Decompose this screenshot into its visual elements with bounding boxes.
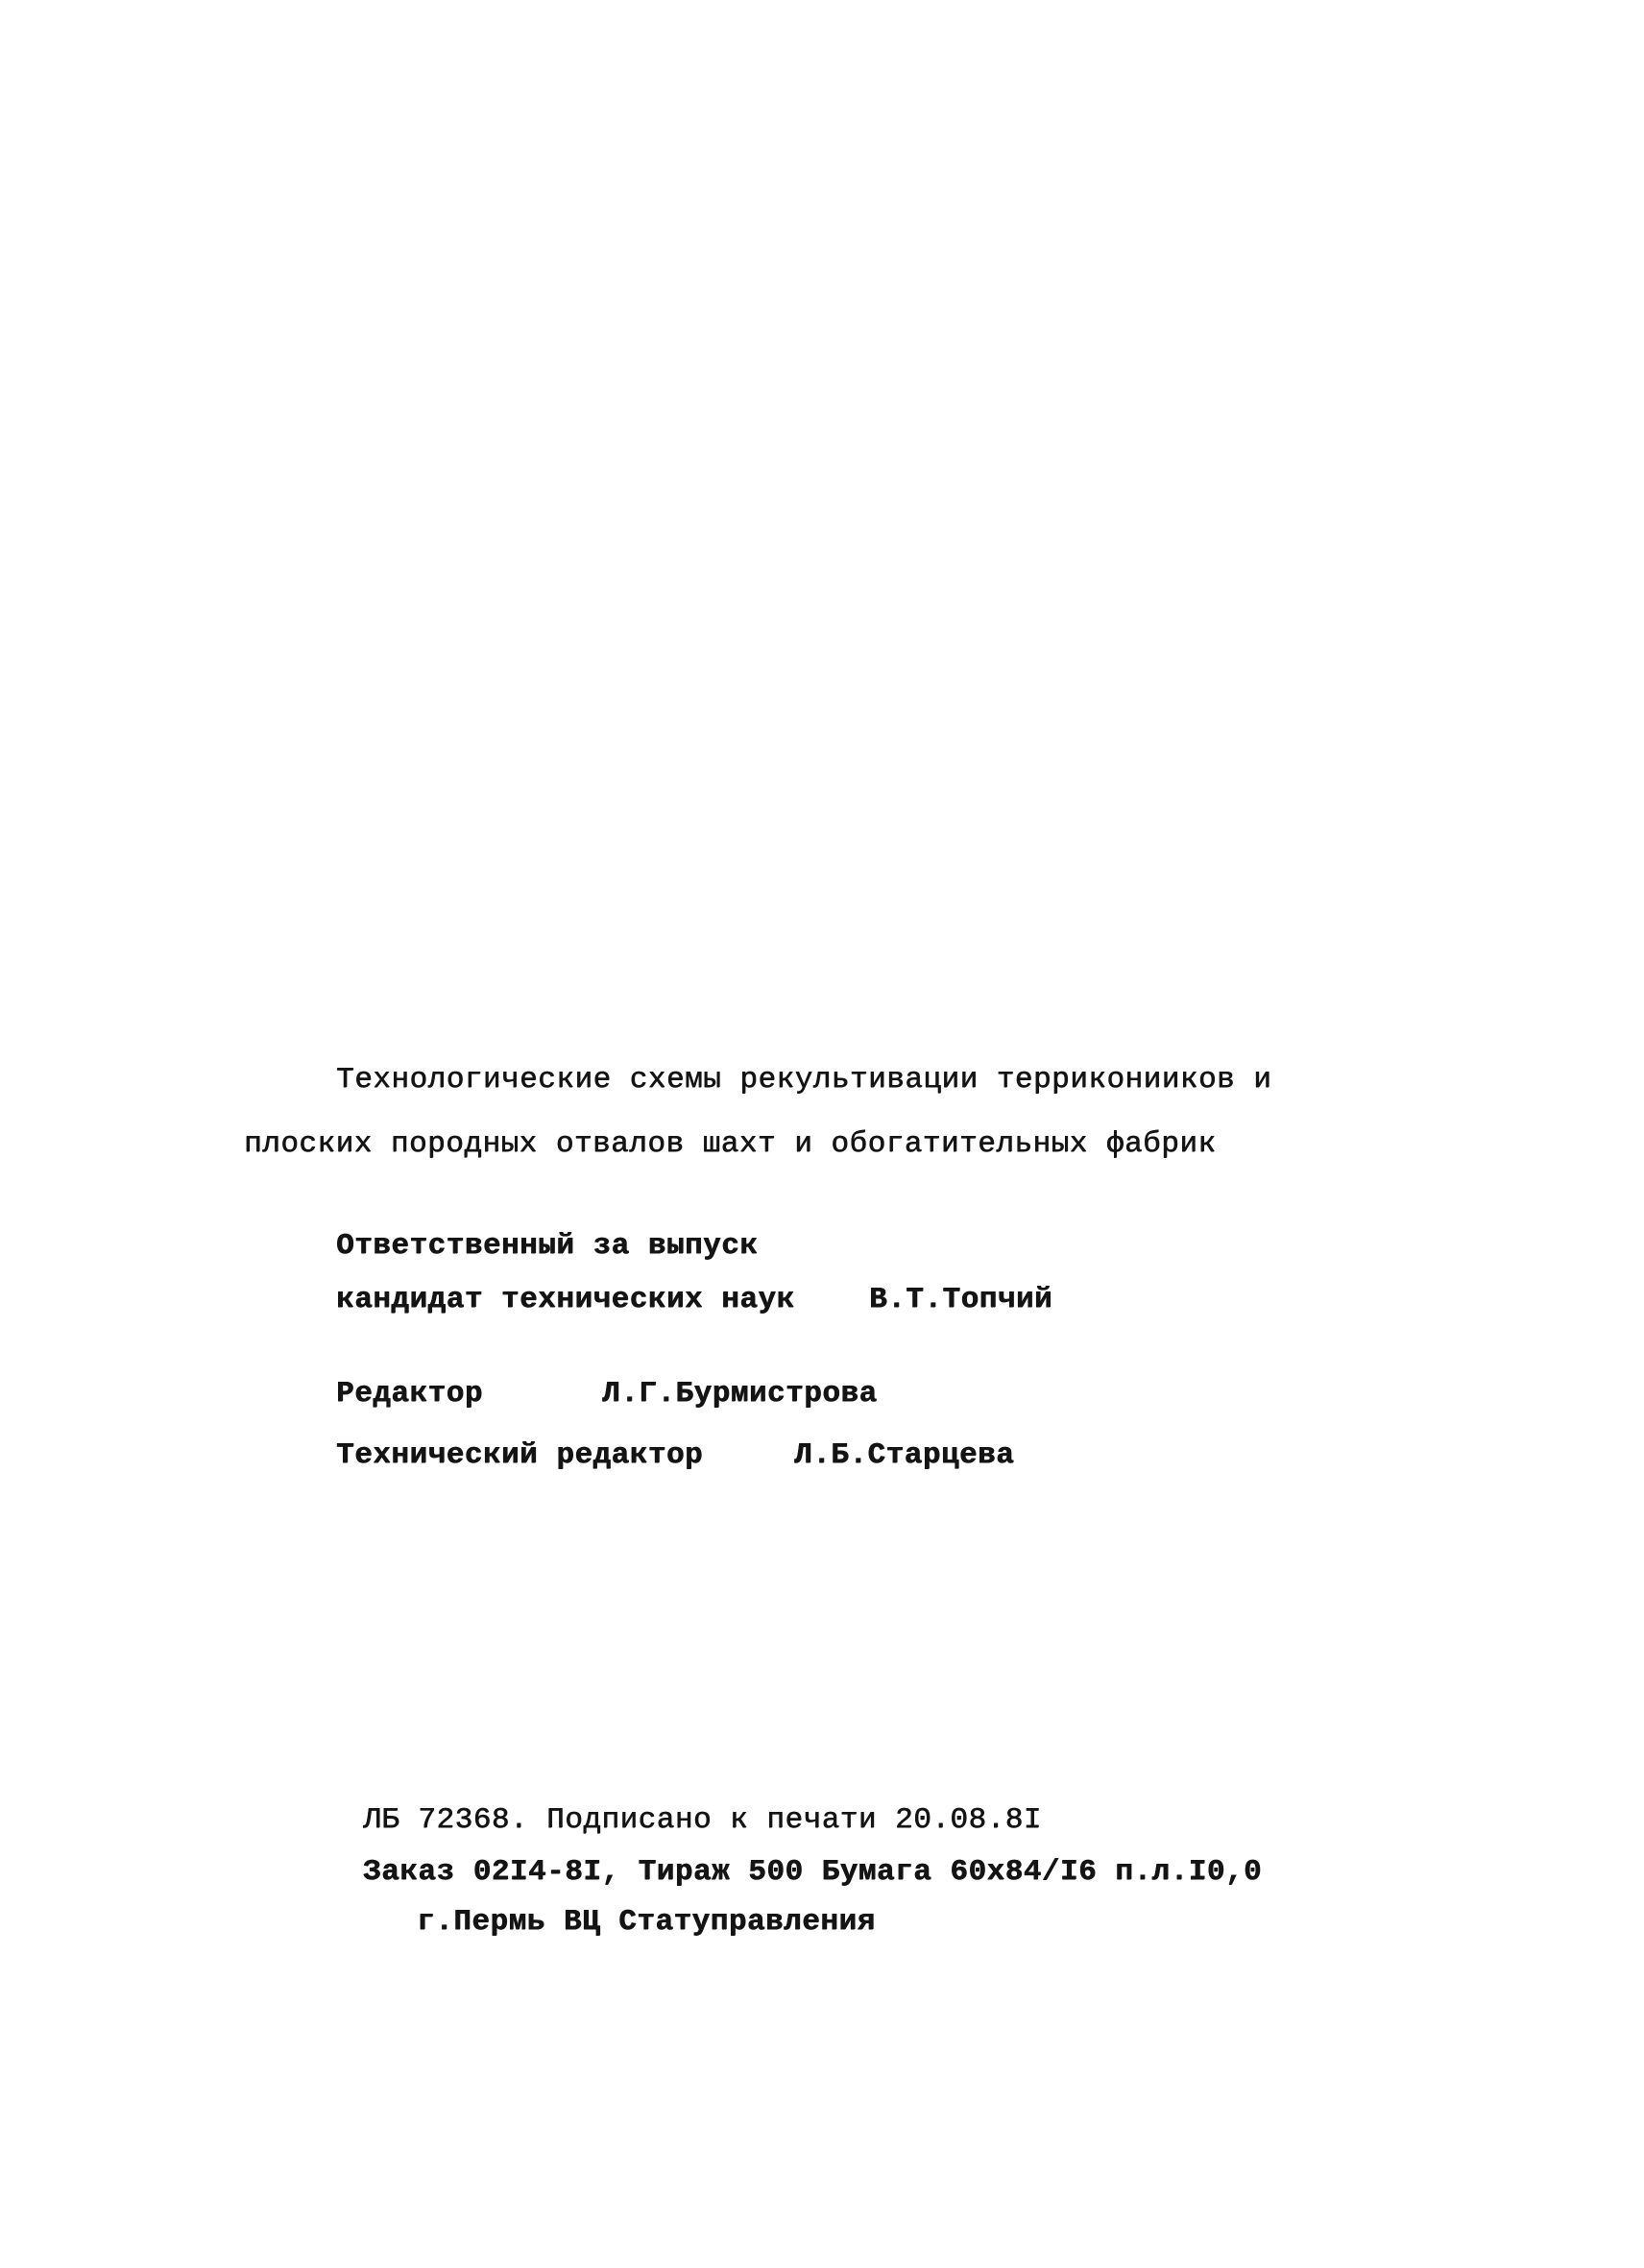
- imprint-line-3: г.Пермь ВЦ Статуправления: [417, 1905, 876, 1939]
- imprint-line-2: Заказ 02I4-8I, Тираж 500 Бумага 60х84/I6 п.л.I0,0: [363, 1855, 1263, 1889]
- tech-editor-label: Технический редактор: [336, 1438, 704, 1472]
- tech-editor-line: [336, 1436, 1015, 1475]
- editor-label: Редактор: [336, 1377, 483, 1411]
- title-line-2: плоских породных отвалов шахт и обогатительных фабрик: [244, 1127, 1217, 1161]
- responsible-name: В.Т.Топчий: [869, 1283, 1053, 1316]
- responsible-person-line: [336, 1281, 1053, 1319]
- editor-name: Л.Г.Бурмистрова: [602, 1377, 878, 1411]
- title-line-1: Технологические схемы рекультивации терриконииков и: [336, 1063, 1272, 1097]
- tech-editor-name: Л.Б.Старцева: [794, 1438, 1015, 1472]
- responsible-degree: кандидат технических наук: [336, 1283, 795, 1316]
- responsible-heading: Ответственный за выпуск: [336, 1229, 759, 1263]
- imprint-line-1: ЛБ 72368. Подписано к печати 20.08.8I: [363, 1803, 1042, 1837]
- editor-line: [336, 1375, 878, 1413]
